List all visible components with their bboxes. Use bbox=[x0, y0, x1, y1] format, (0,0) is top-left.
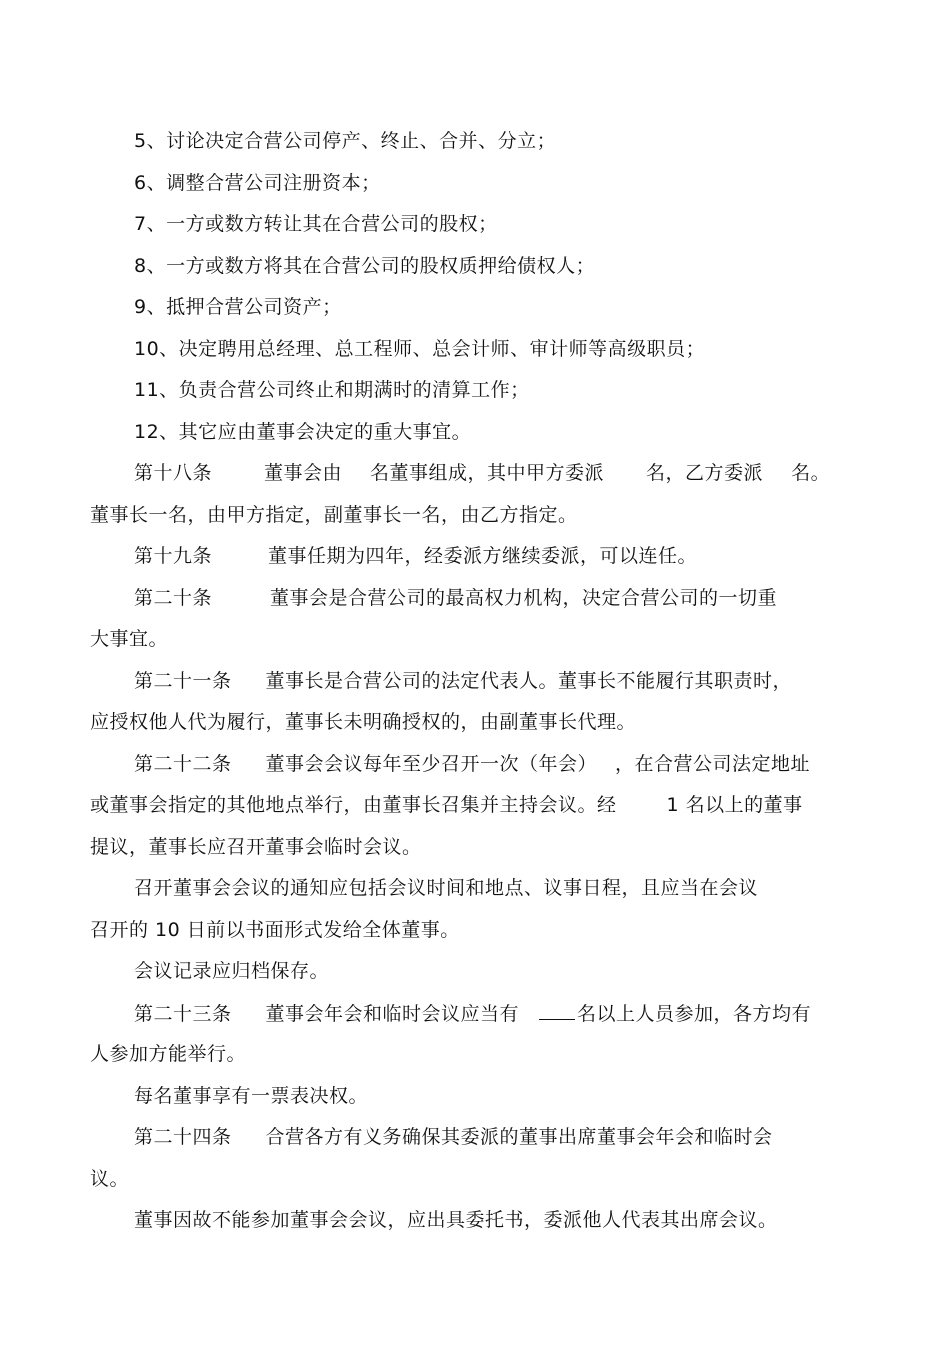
article-22-line3: 提议，董事长应召开董事会临时会议。 bbox=[90, 836, 422, 858]
article-text: 名董事组成，其中甲方委派 bbox=[370, 462, 605, 484]
article-number: 第二十一条 bbox=[134, 670, 232, 692]
article-18 bbox=[134, 461, 830, 485]
article-text: 董事会由 bbox=[264, 462, 343, 484]
article-text: 董事任期为四年，经委派方继续委派，可以连任。 bbox=[268, 545, 698, 567]
paragraph: 每名董事享有一票表决权。 bbox=[134, 1085, 369, 1107]
article-23-line2: 人参加方能举行。 bbox=[90, 1043, 247, 1065]
list-item: 12、其它应由董事会决定的重大事宜。 bbox=[134, 421, 472, 443]
article-text: 名以上人员参加，各方均有 bbox=[577, 1003, 812, 1025]
list-item: 10、决定聘用总经理、总工程师、总会计师、审计师等高级职员； bbox=[134, 338, 706, 360]
article-21 bbox=[134, 669, 792, 693]
list-item: 8、一方或数方将其在合营公司的股权质押给债权人； bbox=[134, 255, 596, 277]
article-24-line2: 议。 bbox=[90, 1168, 130, 1190]
article-number: 第二十三条 bbox=[134, 1003, 232, 1025]
fill-in-blank bbox=[539, 1001, 575, 1020]
list-item: 5、讨论决定合营公司停产、终止、合并、分立； bbox=[134, 130, 557, 152]
article-text: ，在合营公司法定地址 bbox=[615, 753, 811, 775]
article-number: 第十八条 bbox=[134, 462, 213, 484]
article-24 bbox=[134, 1125, 773, 1149]
paragraph-line2: 召开的 10 日前以书面形式发给全体董事。 bbox=[90, 919, 460, 941]
article-text: 董事会年会和临时会议应当有 bbox=[265, 1003, 520, 1025]
list-item: 11、负责合营公司终止和期满时的清算工作； bbox=[134, 379, 530, 401]
article-20 bbox=[134, 586, 777, 610]
article-23 bbox=[134, 1001, 811, 1026]
article-number: 第二十四条 bbox=[134, 1126, 232, 1148]
list-item: 7、一方或数方转让其在合营公司的股权； bbox=[134, 213, 498, 235]
article-text: 1 名以上的董事 bbox=[666, 794, 803, 816]
article-18-line2: 董事长一名，由甲方指定，副董事长一名，由乙方指定。 bbox=[90, 504, 578, 526]
article-text: 名。 bbox=[791, 462, 831, 484]
article-22 bbox=[134, 752, 810, 776]
article-20-line2: 大事宜。 bbox=[90, 628, 169, 650]
article-number: 第二十二条 bbox=[134, 753, 232, 775]
paragraph: 召开董事会会议的通知应包括会议时间和地点、议事日程，且应当在会议 bbox=[134, 877, 759, 899]
article-21-line2: 应授权他人代为履行，董事长未明确授权的，由副董事长代理。 bbox=[90, 711, 637, 733]
article-text: 董事会会议每年至少召开一次（年会） bbox=[265, 753, 598, 775]
paragraph: 董事因故不能参加董事会会议，应出具委托书，委派他人代表其出席会议。 bbox=[134, 1209, 778, 1231]
article-number: 第二十条 bbox=[134, 587, 213, 609]
article-text: 名，乙方委派 bbox=[646, 462, 764, 484]
article-22-line2 bbox=[90, 793, 803, 817]
article-text: 董事会是合营公司的最高权力机构，决定合营公司的一切重 bbox=[270, 587, 778, 609]
article-text: 合营各方有义务确保其委派的董事出席董事会年会和临时会 bbox=[265, 1126, 773, 1148]
article-text: 或董事会指定的其他地点举行，由董事长召集并主持会议。经 bbox=[90, 794, 617, 816]
article-19 bbox=[134, 544, 697, 568]
article-text: 董事长是合营公司的法定代表人。董事长不能履行其职责时， bbox=[265, 670, 793, 692]
article-number: 第十九条 bbox=[134, 545, 213, 567]
paragraph: 会议记录应归档保存。 bbox=[134, 960, 330, 982]
list-item: 9、抵押合营公司资产； bbox=[134, 296, 342, 318]
list-item: 6、调整合营公司注册资本； bbox=[134, 172, 381, 194]
